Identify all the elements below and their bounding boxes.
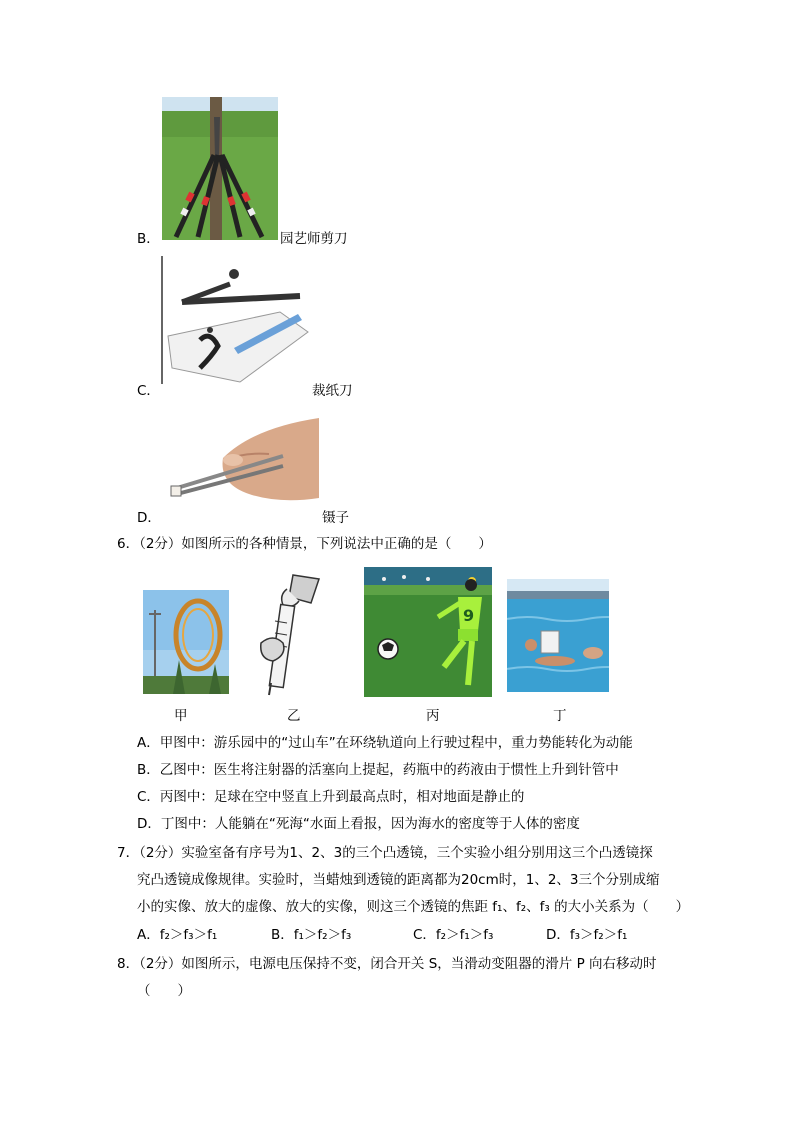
option-d-caption: 镊子: [322, 510, 349, 526]
q6-option-d: D．丁图中：人能躺在“死海“水面上看报，因为海水的密度等于人体的密度: [137, 816, 580, 832]
option-c-caption: 裁纸刀: [312, 383, 353, 399]
q8-stem-line-1: 8．（2分）如图所示，电源电压保持不变，闭合开关 S，当滑动变阻器的滑片 P 向右移动时: [117, 956, 657, 972]
figure-label-yi: 乙: [287, 708, 301, 724]
q7-stem-line-1: 7．（2分）实验室备有序号为1、2、3的三个凸透镜，三个实验小组分别用这三个凸透镜探: [117, 845, 653, 861]
svg-text:9: 9: [463, 606, 475, 625]
q7-option-d: D．f₃＞f₂＞f₁: [546, 927, 628, 943]
tweezers-photo: [163, 408, 319, 508]
q8-stem-line-2: （ ）: [137, 983, 191, 999]
q7-option-b: B．f₁＞f₂＞f₃: [271, 927, 352, 943]
q6-option-a: A．甲图中：游乐园中的“过山车”在环绕轨道向上行驶过程中，重力势能转化为动能: [137, 735, 633, 751]
q6-option-b: B．乙图中：医生将注射器的活塞向上提起，药瓶中的药液由于惯性上升到针管中: [137, 762, 619, 778]
option-b-letter: B．: [137, 231, 160, 247]
q6-option-c: C．丙图中：足球在空中竖直上升到最高点时，相对地面是静止的: [137, 789, 525, 805]
figure-label-jia: 甲: [174, 708, 188, 724]
q7-stem-line-2: 究凸透镜成像规律。实验时，当蜡烛到透镜的距离都为20cm时，1、2、3三个分别成缩: [137, 872, 660, 888]
figure-yi-syringe: [253, 571, 325, 697]
q7-option-a: A．f₂＞f₃＞f₁: [137, 927, 218, 943]
option-b-caption: 园艺师剪刀: [280, 231, 348, 247]
q7-option-c: C．f₂＞f₁＞f₃: [413, 927, 494, 943]
q6-stem: 6．（2分）如图所示的各种情景，下列说法中正确的是（ ）: [117, 536, 492, 552]
figure-label-ding: 丁: [553, 708, 567, 724]
garden-shears-photo: [162, 97, 278, 240]
figure-label-bing: 丙: [426, 708, 440, 724]
q7-stem-line-3: 小的实像、放大的虚像、放大的实像，则这三个透镜的焦距 f₁、f₂、f₃ 的大小关系为（ ）: [137, 899, 690, 915]
figure-jia-roller-coaster: [143, 590, 229, 694]
option-d-letter: D．: [137, 510, 161, 526]
paper-cutter-photo: [160, 256, 312, 384]
figure-ding-dead-sea: [507, 579, 609, 692]
option-c-letter: C．: [137, 383, 160, 399]
figure-bing-football: [364, 567, 492, 697]
